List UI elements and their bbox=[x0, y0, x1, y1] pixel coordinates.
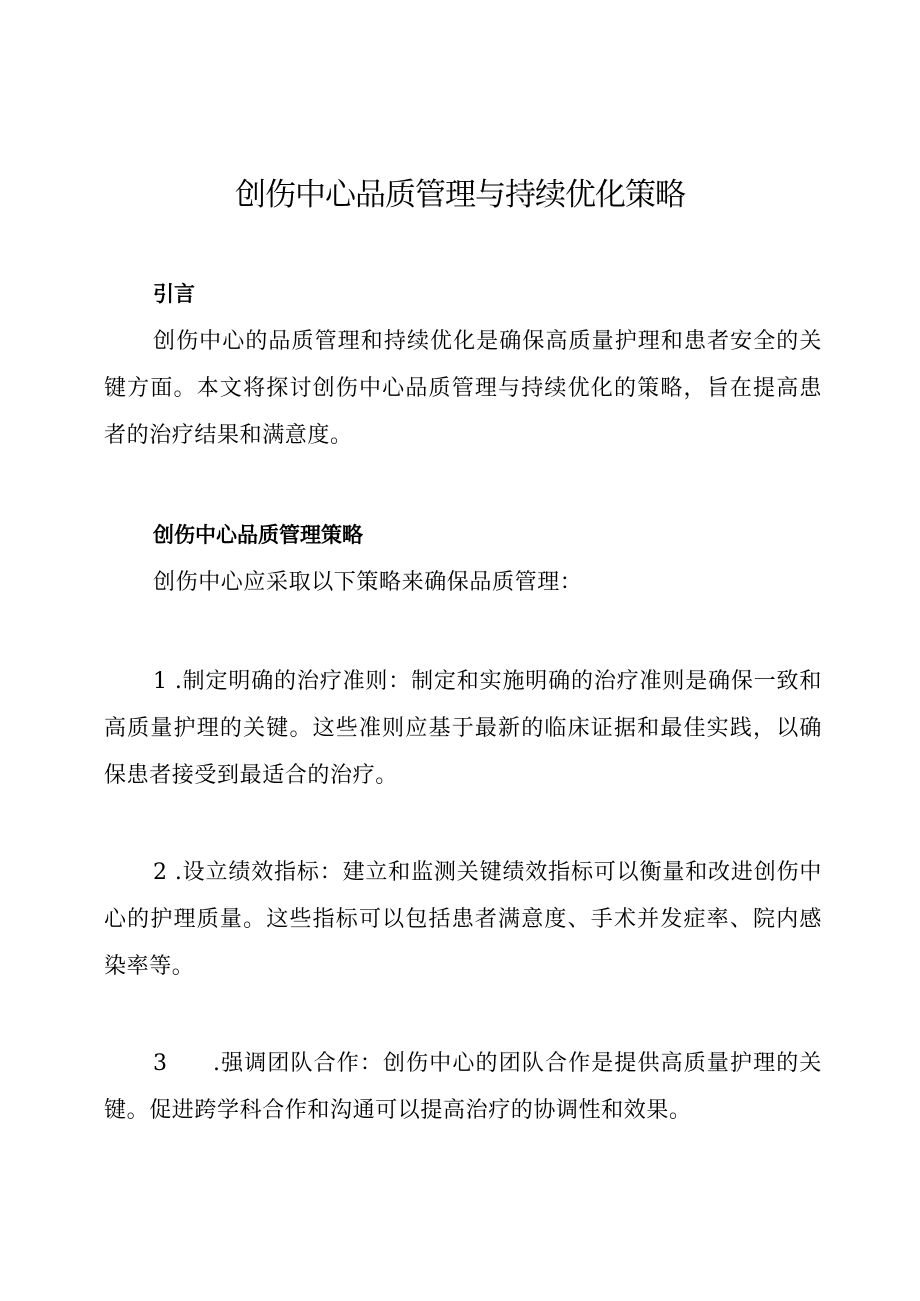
list-item-text: .设立绩效指标：建立和监测关键绩效指标可以衡量和改进创伤中心的护理质量。这些指标可以包括患者满意度、手术并发症率、院内感染率等。 bbox=[104, 860, 822, 979]
section-heading-intro: 引言 bbox=[153, 282, 195, 306]
section-heading-strategies: 创伤中心品质管理策略 bbox=[153, 523, 363, 547]
list-item-1 bbox=[104, 658, 822, 799]
list-item-number: 2 bbox=[153, 860, 167, 885]
list-item-2 bbox=[104, 849, 822, 990]
list-item-text: .制定明确的治疗准则：制定和实施明确的治疗准则是确保一致和高质量护理的关键。这些准则应基于最新的临床证据和最佳实践，以确保患者接受到最适合的治疗。 bbox=[104, 669, 822, 788]
list-item-number: 3 bbox=[153, 1051, 167, 1076]
list-item-3 bbox=[104, 1040, 822, 1134]
list-item-number: 1 bbox=[153, 669, 167, 694]
document-title: 创伤中心品质管理与持续优化策略 bbox=[235, 177, 685, 213]
list-item-text: .强调团队合作：创伤中心的团队合作是提供高质量护理的关键。促进跨学科合作和沟通可以提高治疗的协调性和效果。 bbox=[104, 1051, 822, 1123]
strategies-intro: 创伤中心应采取以下策略来确保品质管理： bbox=[153, 570, 583, 595]
intro-paragraph: 创伤中心的品质管理和持续优化是确保高质量护理和患者安全的关键方面。本文将探讨创伤中心品质管理与持续优化的策略，旨在提高患者的治疗结果和满意度。 bbox=[104, 329, 822, 448]
